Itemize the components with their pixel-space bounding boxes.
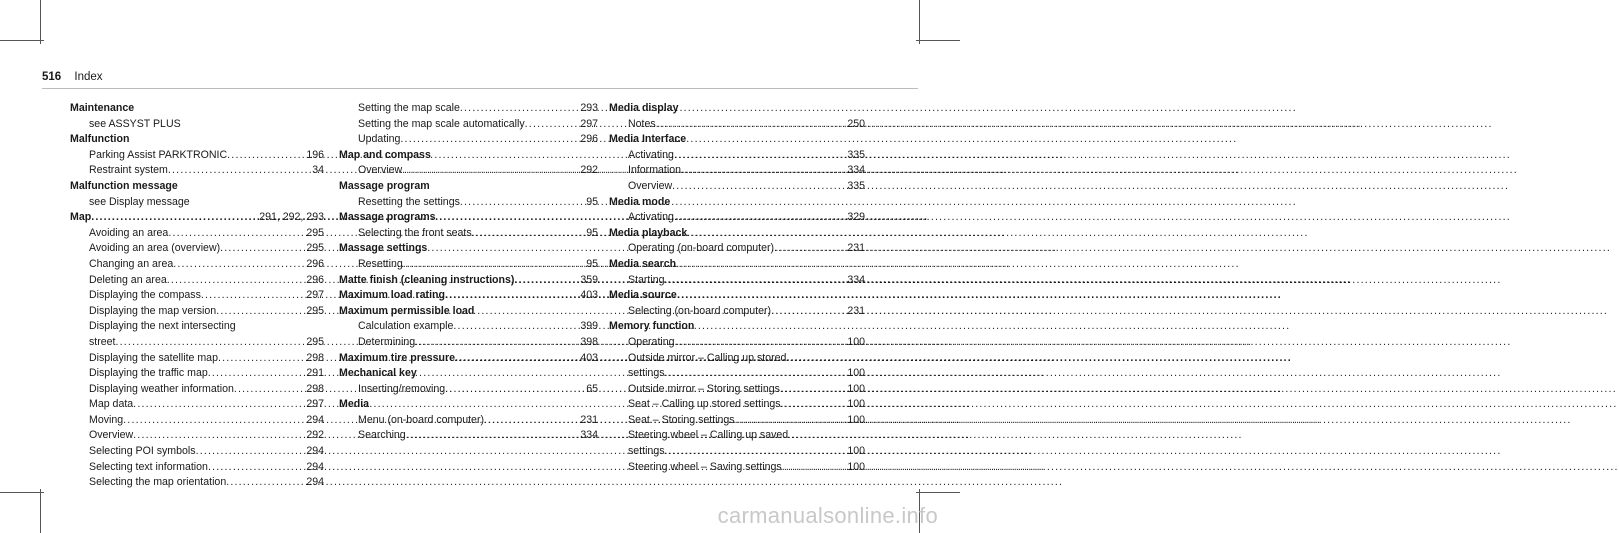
index-subentry <box>70 460 324 476</box>
heading-text: Maximum load rating <box>339 289 445 302</box>
subentry-text: Selecting (on-board computer) <box>628 304 772 317</box>
index-subentry <box>339 413 598 429</box>
heading-text: Matte finish (cleaning instructions) <box>339 273 515 286</box>
index-heading: Malfunction <box>70 133 130 146</box>
dot-leader <box>133 397 303 413</box>
subentry-text: Resetting the settings <box>358 195 460 208</box>
index-subentry <box>70 319 324 335</box>
dot-leader <box>782 460 845 476</box>
index-subentry <box>70 304 324 320</box>
page-reference: 296 <box>306 273 324 286</box>
index-column-2 <box>339 101 598 444</box>
index-subentry <box>609 241 865 257</box>
subentry-text: Determining <box>358 335 416 348</box>
index-subentry <box>70 163 324 179</box>
subentry-text: Deleting an area <box>89 273 167 286</box>
page-reference: 100 <box>847 367 865 380</box>
subentry-text: Avoiding an area (overview) <box>89 242 221 255</box>
page-reference: 295 <box>306 242 324 255</box>
heading-text: Maximum tire pressure <box>339 351 455 364</box>
dot-leader <box>218 351 303 367</box>
subentry-text: Avoiding an area <box>89 226 169 239</box>
index-heading: Massage program <box>339 179 430 192</box>
index-heading: Media display <box>609 102 679 114</box>
page-reference: 335 <box>847 179 865 192</box>
page-reference: 295 <box>306 304 324 317</box>
index-subentry <box>339 335 598 351</box>
subentry-text: Displaying the compass <box>89 289 201 302</box>
index-subentry <box>339 257 598 273</box>
dot-leader <box>445 382 583 398</box>
index-heading: Media source <box>609 289 677 302</box>
page-reference: 100 <box>847 398 865 411</box>
page-reference: 399 <box>580 320 598 333</box>
dot-leader <box>208 460 303 476</box>
subentry-text: Selecting POI symbols <box>89 445 196 458</box>
index-subentry <box>70 382 324 398</box>
watermark: carmanualsonline.info <box>717 503 938 528</box>
index-subentry <box>609 304 865 320</box>
dot-leader <box>91 210 256 226</box>
page-reference: 334 <box>580 429 598 442</box>
index-subentry <box>609 117 865 133</box>
subentry-text: Overview <box>628 179 673 192</box>
page-reference: 295 <box>306 335 324 348</box>
subentry-text: Menu (on-board computer) <box>358 413 485 426</box>
page-reference: 250 <box>847 117 865 130</box>
index-subentry <box>339 132 598 148</box>
crop-mark <box>919 0 920 44</box>
page-reference: 95 <box>586 226 598 239</box>
index-heading: Massage settings <box>339 242 428 255</box>
subentry-text: Activating <box>628 211 674 224</box>
dot-leader <box>220 241 303 257</box>
index-subentry <box>609 460 865 476</box>
index-subentry <box>609 351 865 367</box>
index-heading: Maintenance <box>70 102 135 114</box>
subentry-text: settings <box>628 367 665 380</box>
index-heading-entry <box>339 273 598 289</box>
dot-leader <box>484 413 577 429</box>
page-number: 516 <box>42 71 62 83</box>
page-reference: 95 <box>586 257 598 270</box>
subentry-text: Map data <box>89 398 134 411</box>
page-reference: 297 <box>306 398 324 411</box>
subentry-text: Notes <box>628 117 656 130</box>
dot-leader <box>453 319 577 335</box>
dot-leader <box>234 382 303 398</box>
dot-leader <box>201 288 303 304</box>
subentry-text: Setting the map scale <box>358 102 460 114</box>
index-heading-entry <box>339 351 598 367</box>
dot-leader <box>168 226 303 242</box>
page-reference: 231 <box>847 304 865 317</box>
subentry-text: Changing an area <box>89 257 174 270</box>
page-reference: 65 <box>586 382 598 395</box>
index-subentry <box>70 273 324 289</box>
index-heading-entry <box>339 288 598 304</box>
index-subentry <box>70 475 324 491</box>
page-reference: 95 <box>586 195 598 208</box>
dot-leader <box>665 366 845 382</box>
dot-leader <box>460 101 577 117</box>
subentry-text: Updating <box>358 133 401 146</box>
subentry-text: Information <box>628 164 681 177</box>
subentry-text: see ASSYST PLUS <box>89 117 181 130</box>
subentry-text: settings <box>628 445 665 458</box>
index-heading-entry <box>70 210 324 226</box>
dot-leader <box>402 163 577 179</box>
crop-mark <box>0 492 44 493</box>
page-reference: 297 <box>306 289 324 302</box>
page-reference: 231 <box>580 413 598 426</box>
index-subentry <box>609 179 865 195</box>
index-subentry <box>339 195 598 211</box>
page-reference: 291, 292, 293 <box>259 211 324 224</box>
dot-leader <box>208 366 304 382</box>
index-heading: Media <box>339 398 370 411</box>
subentry-text: Steering wheel – Saving settings <box>628 460 782 473</box>
page-reference: 294 <box>306 476 324 489</box>
dot-leader <box>227 148 303 164</box>
index-heading: Media search <box>609 257 677 270</box>
index-subentry <box>609 444 865 460</box>
dot-leader <box>472 226 584 242</box>
dot-leader <box>133 428 303 444</box>
page-reference: 100 <box>847 382 865 395</box>
index-heading: Media playback <box>609 226 688 239</box>
index-subentry <box>339 382 598 398</box>
subentry-text: Steering wheel – Calling up saved <box>628 429 789 442</box>
index-column-3 <box>609 101 865 475</box>
page-reference: 403 <box>580 289 598 302</box>
index-subentry <box>609 163 865 179</box>
dot-leader <box>216 304 303 320</box>
subentry-text: Seat – Calling up stored settings <box>628 398 781 411</box>
index-subentry <box>339 117 598 133</box>
dot-leader <box>196 444 304 460</box>
index-subentry <box>70 366 324 382</box>
index-heading: Memory function <box>609 320 695 333</box>
dot-leader <box>525 117 578 133</box>
crop-mark <box>0 40 44 41</box>
index-heading: Media Interface <box>609 133 687 146</box>
page-reference: 100 <box>847 413 865 426</box>
page-reference: 231 <box>847 242 865 255</box>
dot-leader <box>771 304 844 320</box>
dot-leader <box>226 475 303 491</box>
page-reference: 294 <box>306 445 324 458</box>
index-heading: Mechanical key <box>339 367 417 380</box>
dot-leader <box>445 288 577 304</box>
dot-leader <box>167 273 304 289</box>
subentry-text: Moving <box>89 413 124 426</box>
subentry-text: see Display message <box>89 195 190 208</box>
page-reference: 100 <box>847 445 865 458</box>
section-title: Index <box>74 71 103 83</box>
dot-leader <box>123 413 303 429</box>
dot-leader <box>774 241 844 257</box>
page-reference: 295 <box>306 226 324 239</box>
index-subentry <box>339 319 598 335</box>
dot-leader <box>455 351 577 367</box>
page-reference: 292 <box>306 429 324 442</box>
index-subentry <box>70 195 324 211</box>
dot-leader <box>400 132 577 148</box>
subentry-text: Selecting text information <box>89 460 208 473</box>
dot-leader <box>460 195 583 211</box>
index-subentry <box>70 428 324 444</box>
index-subentry <box>609 148 865 164</box>
index-heading: Malfunction message <box>70 179 178 192</box>
subentry-text: Selecting the front seats <box>358 226 472 239</box>
subentry-text: Resetting <box>358 257 403 270</box>
page-reference: 335 <box>847 148 865 161</box>
dot-leader <box>674 148 844 164</box>
index-subentry <box>70 351 324 367</box>
index-subentry <box>609 210 865 226</box>
index-heading: Maximum permissible load <box>339 304 475 317</box>
index-subentry <box>609 428 865 444</box>
dot-leader <box>415 335 577 351</box>
page-reference: 291 <box>306 367 324 380</box>
page-reference: 100 <box>847 460 865 473</box>
dot-leader <box>403 257 583 273</box>
index-subentry <box>339 101 598 117</box>
crop-mark <box>40 0 41 44</box>
subentry-text: Restraint system <box>89 164 168 177</box>
page-reference: 100 <box>847 335 865 348</box>
page-reference: 293 <box>580 102 598 114</box>
subentry-text: Setting the map scale automatically <box>358 117 525 130</box>
page-reference: 296 <box>580 133 598 146</box>
subentry-text: Outside mirror – Calling up stored <box>628 351 787 364</box>
subentry-text: Parking Assist PARKTRONIC <box>89 148 228 161</box>
dot-leader <box>675 335 845 351</box>
dot-leader <box>168 163 309 179</box>
index-column-1 <box>70 101 324 491</box>
dot-leader <box>780 382 844 398</box>
page-reference: 334 <box>847 164 865 177</box>
subentry-text: Selecting the map orientation <box>89 476 227 489</box>
page-reference: 329 <box>847 211 865 224</box>
page-reference: 294 <box>306 460 324 473</box>
dot-leader <box>681 163 844 179</box>
page-header <box>42 71 103 83</box>
dot-leader <box>514 273 577 289</box>
index-subentry <box>70 117 324 133</box>
index-heading: Map and compass <box>339 148 431 161</box>
page-reference: 292 <box>580 164 598 177</box>
index-subentry <box>609 366 865 382</box>
crop-mark <box>916 40 960 41</box>
page-reference: 359 <box>580 273 598 286</box>
page-reference: 334 <box>847 273 865 286</box>
subentry-text: Seat – Storing settings <box>628 413 735 426</box>
page-reference: 298 <box>306 382 324 395</box>
index-subentry <box>70 257 324 273</box>
index-subentry <box>609 397 865 413</box>
index-subentry <box>70 226 324 242</box>
dot-leader <box>656 117 845 133</box>
index-subentry <box>609 382 865 398</box>
index-subentry <box>70 444 324 460</box>
index-subentry <box>339 163 598 179</box>
subentry-text: Displaying the satellite map <box>89 351 218 364</box>
heading-text: Map <box>70 211 92 224</box>
index-subentry <box>609 273 865 289</box>
subentry-text: Displaying the next intersecting <box>89 320 236 333</box>
subentry-text: street <box>89 335 116 348</box>
index-subentry <box>70 288 324 304</box>
index-subentry <box>609 335 865 351</box>
dot-leader <box>665 444 845 460</box>
index-subentry <box>339 428 598 444</box>
page-reference: 297 <box>580 117 598 130</box>
index-subentry <box>70 335 324 351</box>
subentry-text: Inserting/removing <box>358 382 446 395</box>
header-rule <box>42 88 918 89</box>
page-reference: 196 <box>306 148 324 161</box>
subentry-text: Activating <box>628 148 674 161</box>
dot-leader <box>116 335 304 351</box>
dot-leader <box>406 428 578 444</box>
index-subentry <box>339 226 598 242</box>
subentry-text: Displaying weather information <box>89 382 234 395</box>
index-subentry <box>70 241 324 257</box>
index-subentry <box>70 148 324 164</box>
subentry-text: Displaying the map version <box>89 304 217 317</box>
page-reference: 34 <box>312 164 324 177</box>
dot-leader <box>674 210 844 226</box>
index-heading: Massage programs <box>339 211 436 224</box>
page-reference: 398 <box>580 335 598 348</box>
subentry-text: Overview <box>89 429 134 442</box>
index-subentry <box>70 397 324 413</box>
page-reference: 294 <box>306 413 324 426</box>
page-reference: 403 <box>580 351 598 364</box>
dot-leader <box>781 397 845 413</box>
index-subentry <box>609 413 865 429</box>
page-reference: 296 <box>306 257 324 270</box>
crop-mark <box>916 492 960 493</box>
subentry-text: Starting <box>628 273 665 286</box>
page-reference: 298 <box>306 351 324 364</box>
subentry-text: Displaying the traffic map <box>89 367 208 380</box>
dot-leader <box>672 179 844 195</box>
subentry-text: Operating <box>628 335 675 348</box>
subentry-text: Overview <box>358 164 403 177</box>
subentry-text: Operating (on-board computer) <box>628 242 775 255</box>
crop-mark <box>40 489 41 533</box>
dot-leader <box>173 257 303 273</box>
subentry-text: Searching <box>358 429 406 442</box>
dot-leader <box>735 413 845 429</box>
index-subentry <box>70 413 324 429</box>
index-heading: Media mode <box>609 195 671 208</box>
dot-leader <box>665 273 845 289</box>
subentry-text: Calculation example <box>358 320 454 333</box>
subentry-text: Outside mirror – Storing settings <box>628 382 780 395</box>
